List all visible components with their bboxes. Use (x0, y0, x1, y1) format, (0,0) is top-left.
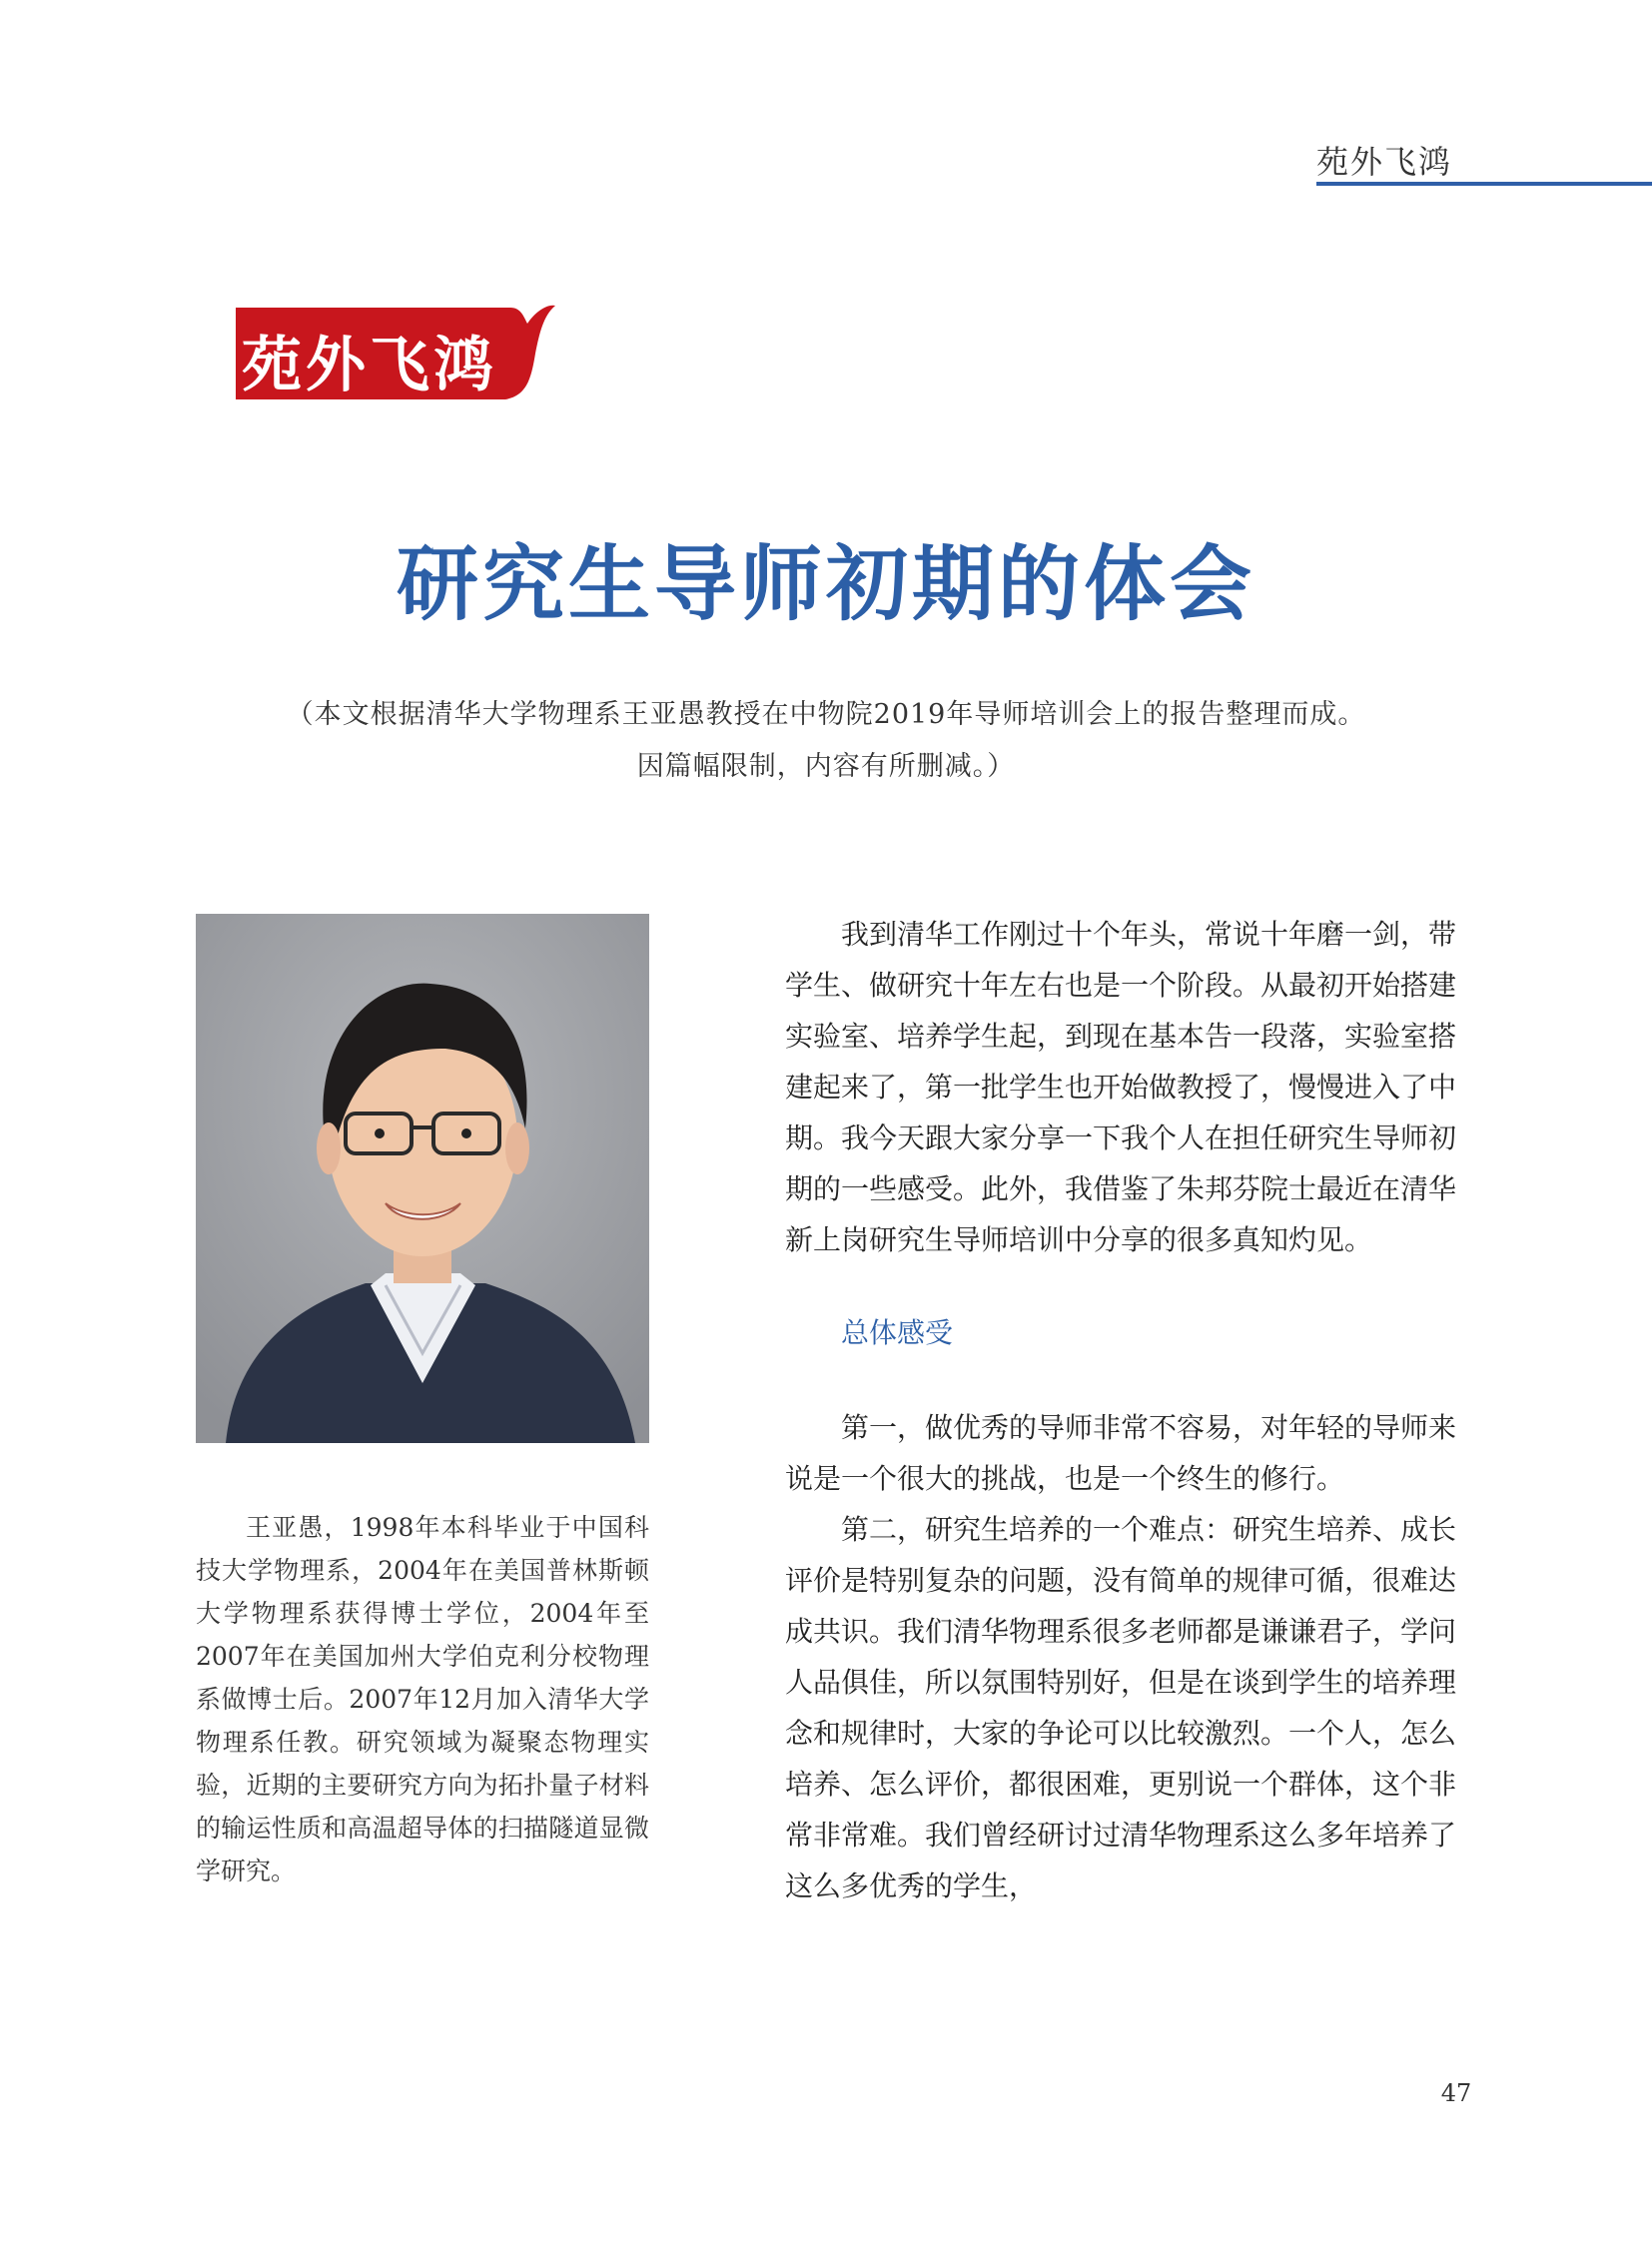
logo-text: 苑外飞鸿 (242, 331, 497, 400)
article-title: 研究生导师初期的体会 (396, 536, 1255, 632)
author-photo (196, 914, 649, 1443)
section-header-label: 苑外飞鸿 (1316, 143, 1453, 181)
author-bio (196, 1506, 649, 1892)
article-body (785, 909, 1456, 1911)
source-note-line: （本文根据清华大学物理系王亚愚教授在中物院2019年导师培训会上的报告整理而成。 (286, 699, 1366, 730)
intro-paragraph: 我到清华工作刚过十个年头，常说十年磨一剑，带学生、做研究十年左右也是一个阶段。从最初开始搭建实验室、培养学生起，到现在基本告一段落，实验室搭建起来了，第一批学生也开始做教授了，慢慢进入了中期。我今天跟大家分享一下我个人在担任研究生导师初期的一些感受。此外，我借鉴了朱邦芬院士最近在清华新上岗研究生导师培训中分享的很多真知灼见。 (785, 918, 1457, 1256)
body-paragraph: 第二，研究生培养的一个难点：研究生培养、成长评价是特别复杂的问题，没有简单的规律可循，很难达成共识。我们清华物理系很多老师都是谦谦君子，学问人品俱佳，所以氛围特别好，但是在谈到学生的培养理念和规律时，大家的争论可以比较激烈。一个人，怎么培养、怎么评价，都很困难，更别说一个群体，这个非常非常难。我们曾经研讨过清华物理系这么多年培养了这么多优秀的学生， (785, 1513, 1457, 1902)
body-paragraph: 第一，做优秀的导师非常不容易，对年轻的导师来说是一个很大的挑战，也是一个终生的修行。 (785, 1411, 1457, 1495)
section-header-rule (1316, 182, 1652, 186)
source-note-line: 因篇幅限制，内容有所删减。） (636, 751, 1016, 782)
author-bio-text: 王亚愚，1998年本科毕业于中国科技大学物理系，2004年在美国普林斯顿大学物理系获得博士学位，2004年至2007年在美国加州大学伯克利分校物理系做博士后。2007年12月加入清华大学物理系任教。研究领域为凝聚态物理实验，近期的主要研究方向为拓扑量子材料的输运性质和高温超导体的扫描隧道显微学研究。 (196, 1513, 649, 1885)
section-heading: 总体感受 (841, 1316, 954, 1349)
source-note (200, 689, 1452, 793)
column-logo (236, 298, 555, 407)
page-number: 47 (1440, 2079, 1472, 2107)
